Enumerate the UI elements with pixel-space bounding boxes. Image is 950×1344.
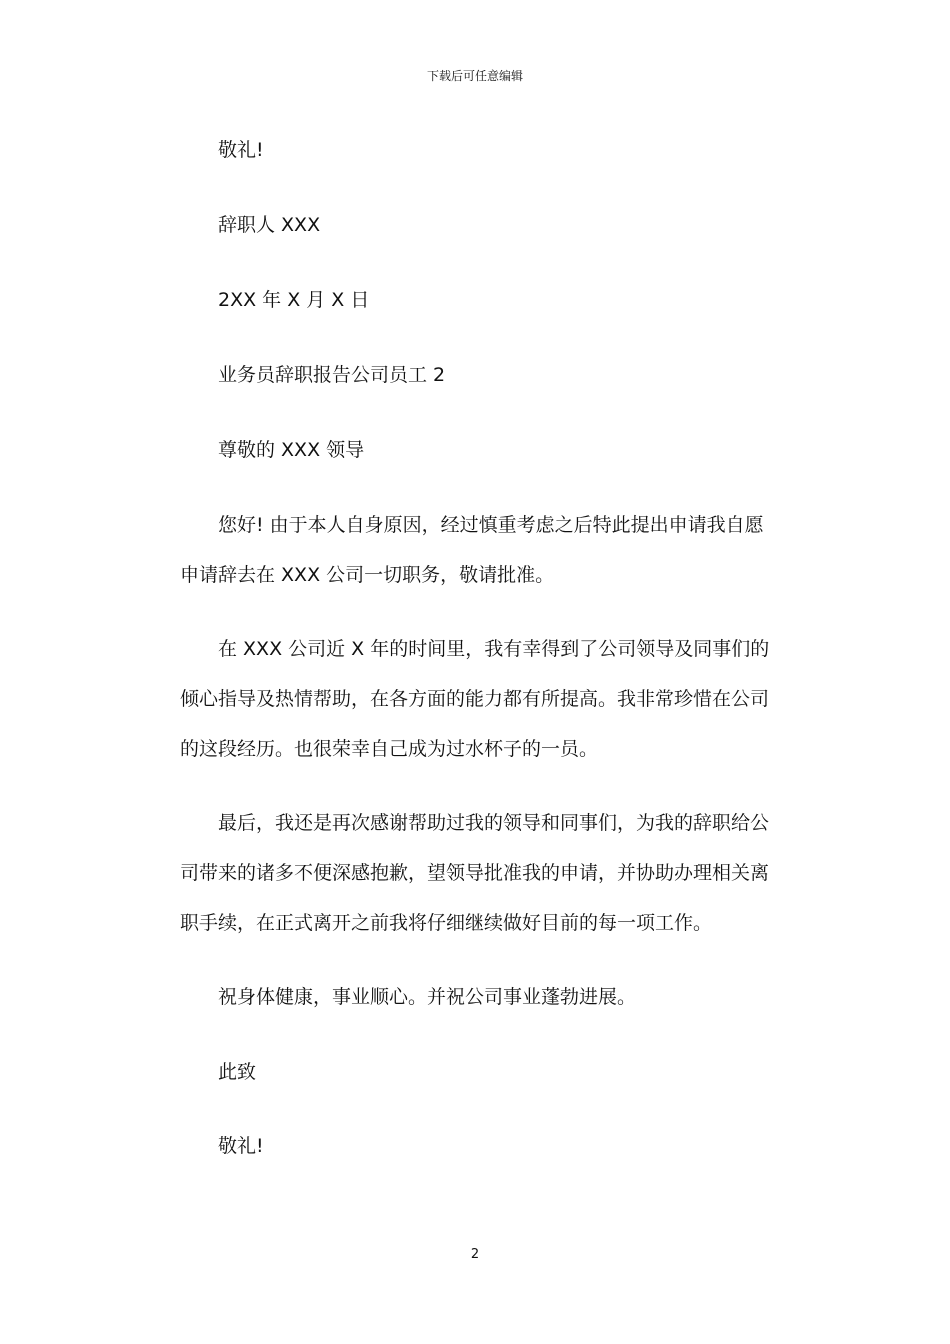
closing-phrase: 此致 — [218, 1061, 257, 1083]
paragraph-gratitude: 在 XXX 公司近 X 年的时间里，我有幸得到了公司领导及同事们的倾心指导及热情帮助，在各方面的能力都有所提高。我非常珍惜在公司的这段经历。也很荣幸自己成为过水杯子的一员。 — [180, 638, 770, 760]
salutation: 尊敬的 XXX 领导 — [218, 439, 365, 461]
date-line: 2XX 年 X 月 X 日 — [218, 289, 370, 311]
paragraph-closing: 最后，我还是再次感谢帮助过我的领导和同事们，为我的辞职给公司带来的诸多不便深感抱歉，望领导批准我的申请，并协助办理相关离职手续，在正式离开之前我将仔细继续做好目前的每一项工作。 — [180, 812, 770, 934]
page-number: 2 — [470, 1247, 480, 1262]
section-title: 业务员辞职报告公司员工 2 — [218, 364, 446, 386]
closing-salute-2: 敬礼! — [218, 1135, 264, 1157]
wishes-line: 祝身体健康，事业顺心。并祝公司事业蓬勃进展。 — [218, 986, 637, 1008]
signature-line: 辞职人 XXX — [218, 214, 321, 236]
header-note: 下载后可任意编辑 — [426, 69, 523, 83]
closing-salute: 敬礼! — [218, 139, 264, 161]
paragraph-request: 您好! 由于本人自身原因，经过慎重考虑之后特此提出申请我自愿申请辞去在 XXX 公司一切职务，敬请批准。 — [180, 514, 764, 586]
